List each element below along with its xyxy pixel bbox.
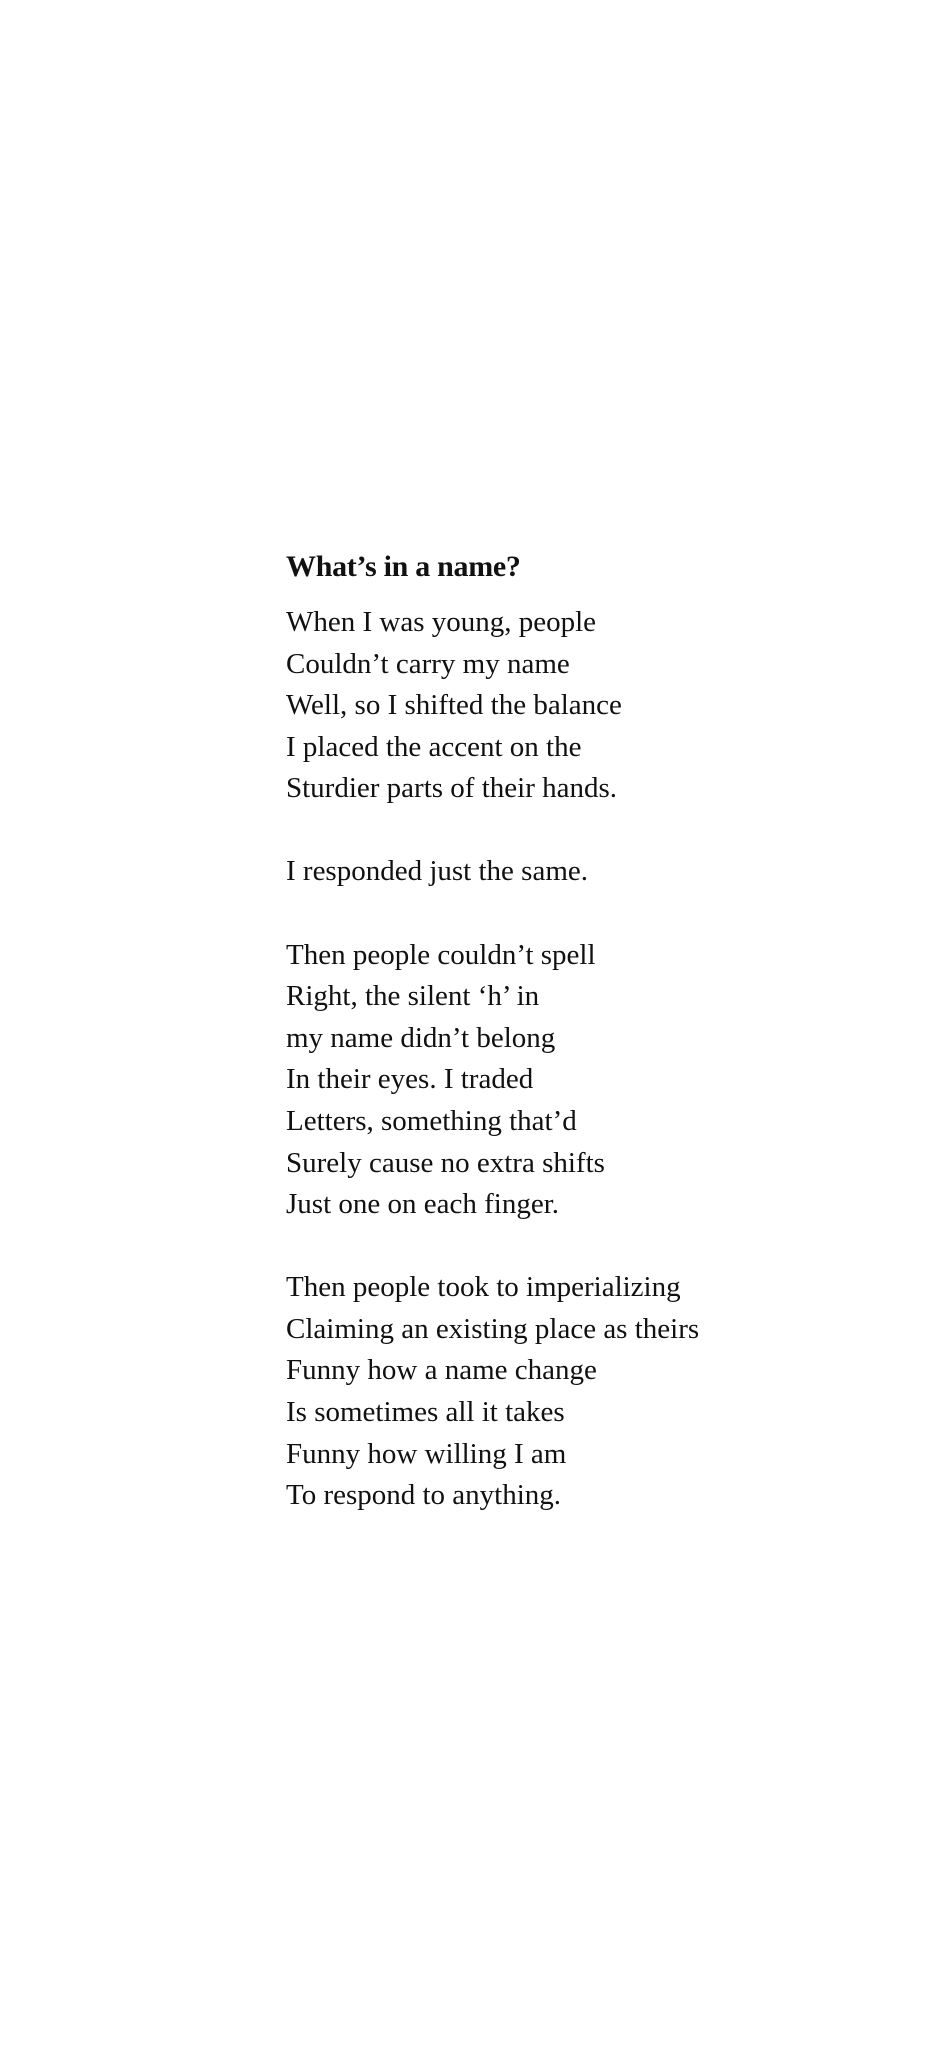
poem	[286, 548, 886, 1558]
poem-line: Right, the silent ‘h’ in	[286, 980, 540, 1013]
poem-line: Funny how willing I am	[286, 1437, 567, 1470]
poem-line: Funny how a name change	[286, 1354, 597, 1387]
poem-line: When I was young, people	[286, 606, 597, 638]
poem-line: Surely cause no extra shifts	[286, 1146, 605, 1179]
poem-line: In their eyes. I traded	[286, 1063, 534, 1096]
poem-line: Claiming an existing place as theirs	[286, 1312, 700, 1345]
poem-line: Well, so I shifted the balance	[286, 689, 622, 722]
poem-title: What’s in a name?	[286, 550, 521, 583]
poem-line: Sturdier parts of their hands.	[286, 772, 618, 805]
poem-line: Just one on each finger.	[286, 1188, 560, 1221]
poem-line: I responded just the same.	[286, 855, 589, 888]
poem-line: I placed the accent on the	[286, 730, 582, 763]
poem-line: To respond to anything.	[286, 1479, 562, 1512]
poem-line: Then people couldn’t spell	[286, 938, 596, 971]
poem-line: Letters, something that’d	[286, 1104, 577, 1137]
poem-line: Couldn’t carry my name	[286, 647, 570, 680]
poem-line: my name didn’t belong	[286, 1021, 556, 1054]
stanza-1	[286, 602, 886, 810]
stanza-3	[286, 935, 886, 1226]
poem-line: Then people took to imperializing	[286, 1271, 681, 1304]
stanza-2	[286, 851, 886, 893]
poem-line: Is sometimes all it takes	[286, 1396, 565, 1428]
stanza-4	[286, 1267, 886, 1517]
